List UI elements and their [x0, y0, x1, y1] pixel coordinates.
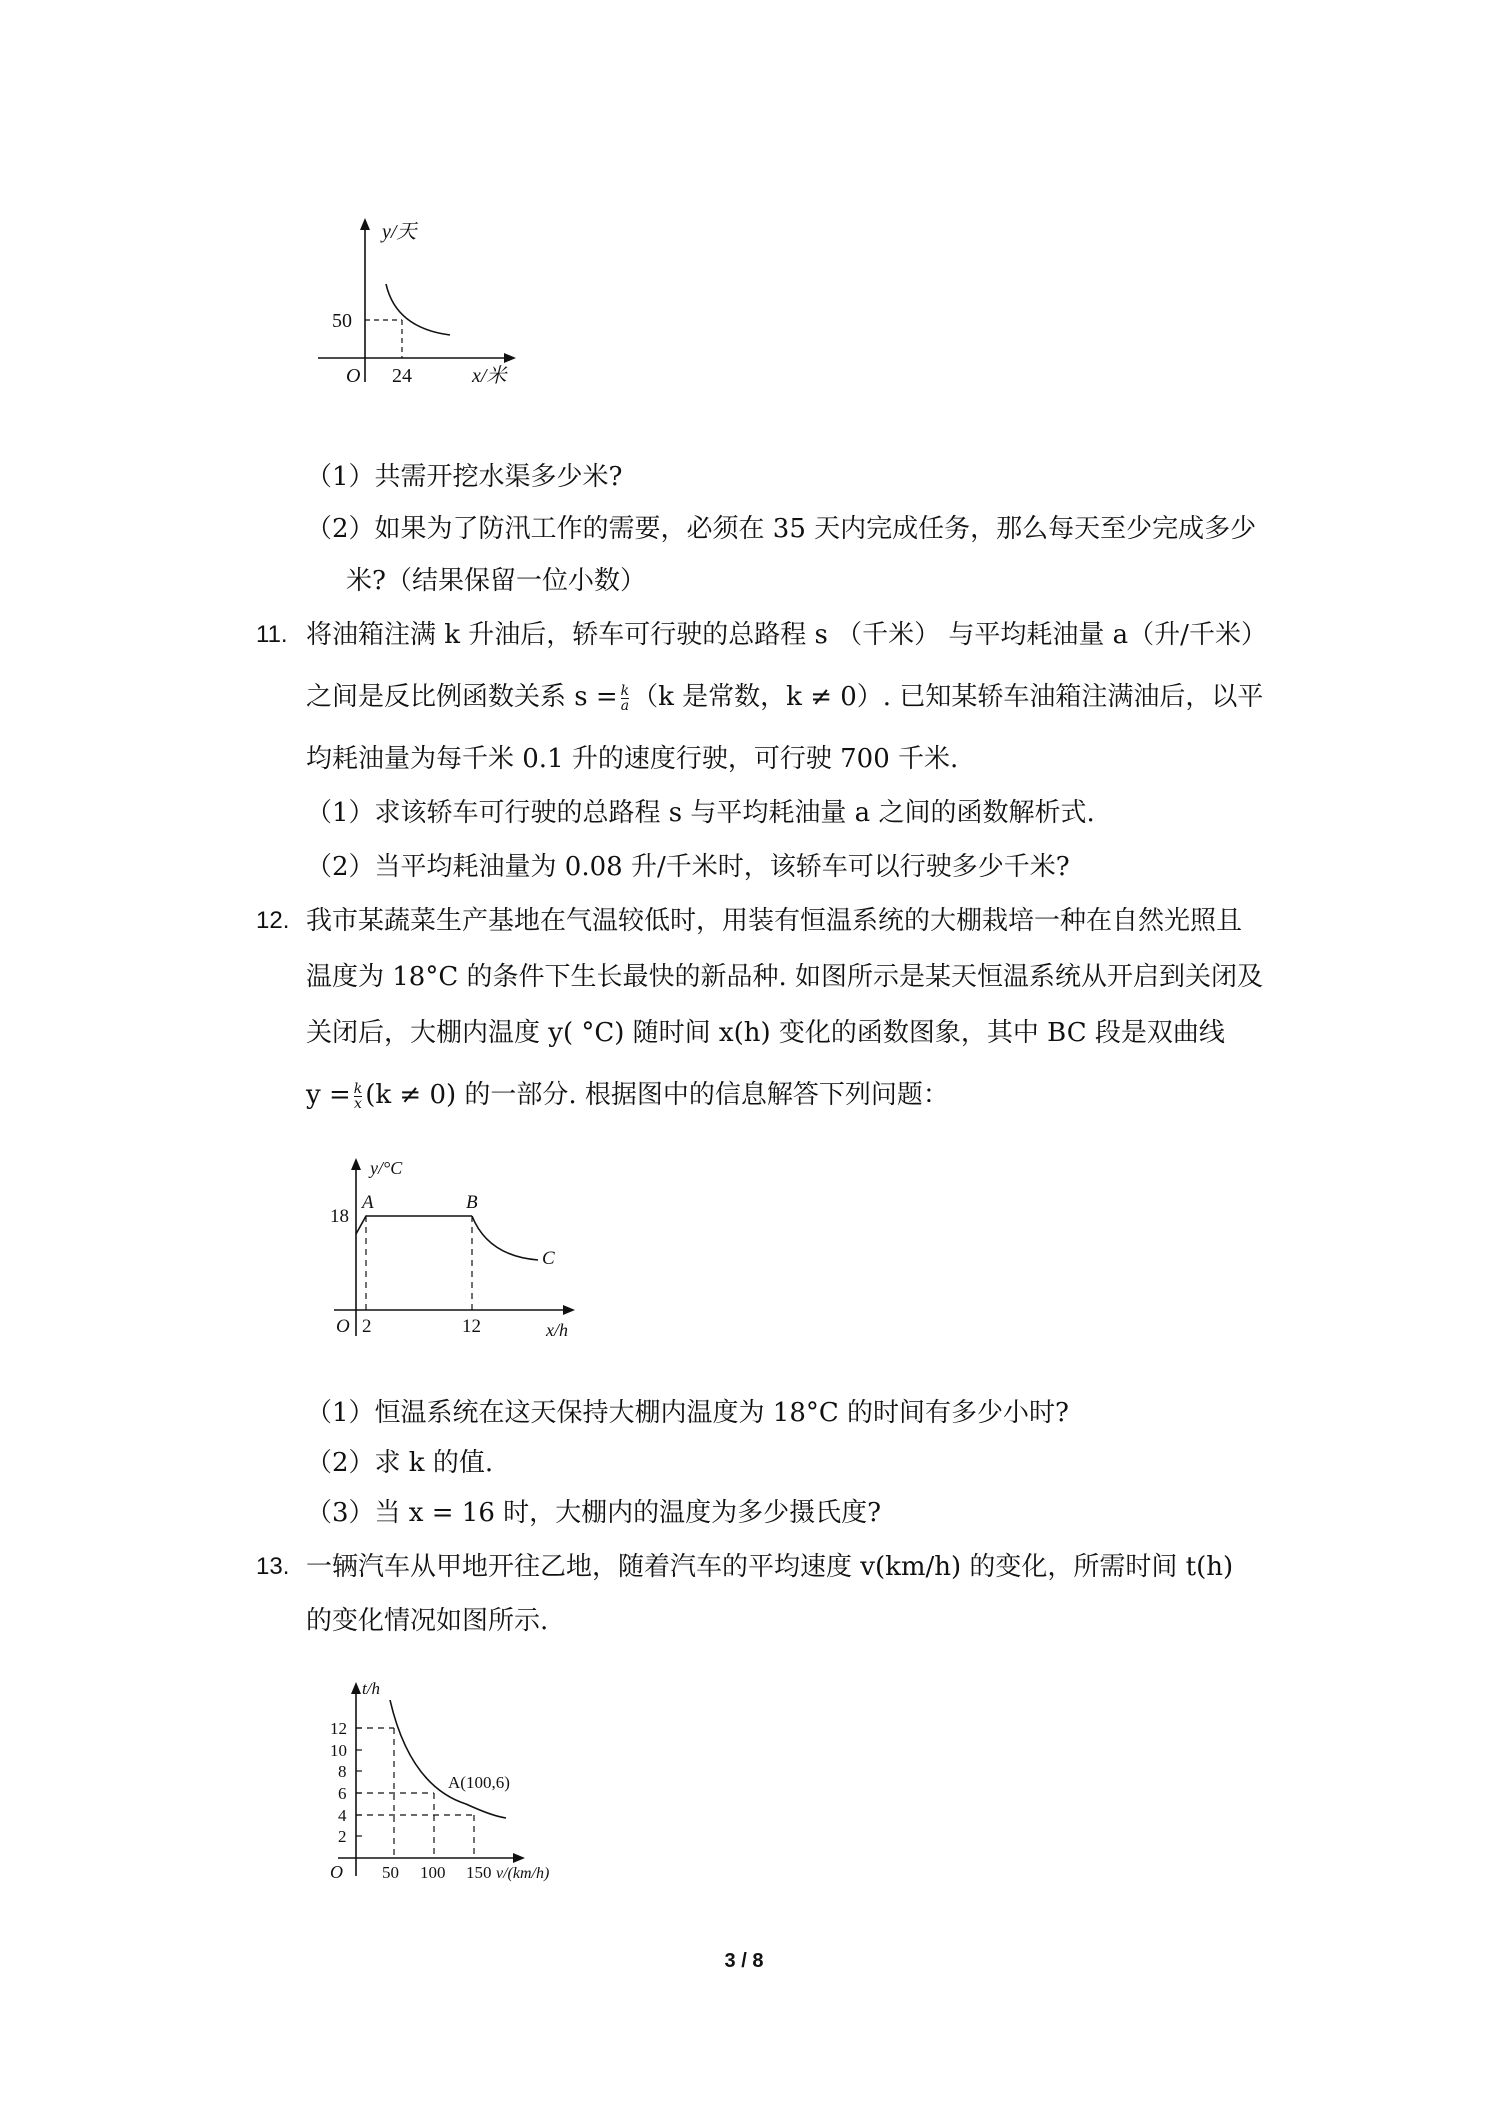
q12-line4-post: (k ≠ 0) 的一部分. 根据图中的信息解答下列问题：	[365, 1080, 949, 1110]
graph2-origin: O	[336, 1316, 350, 1337]
graph-canal-days	[310, 210, 530, 390]
graph3-tick-100: 100	[420, 1863, 446, 1882]
q10-part2-line2: 米?（结果保留一位小数）	[346, 566, 646, 596]
graph1-x-label: x/米	[472, 365, 507, 387]
q11-part2: （2）当平均耗油量为 0.08 升/千米时，该轿车可以行驶多少千米?	[306, 852, 1070, 882]
q11-line1: 将油箱注满 k 升油后，轿车可行驶的总路程 s （千米） 与平均耗油量 a（升/千米）	[306, 620, 1267, 650]
graph2-y-label: y/°C	[370, 1158, 403, 1178]
q11-line2-post: （k 是常数，k ≠ 0）. 已知某轿车油箱注满油后，以平	[632, 682, 1264, 712]
graph3-origin: O	[330, 1862, 343, 1882]
q11-number: 11.	[256, 621, 288, 648]
graph1-origin: O	[346, 365, 361, 387]
graph3-tick-50: 50	[382, 1863, 399, 1882]
graph2-tick-y: 18	[330, 1206, 349, 1227]
q11-line2	[306, 680, 1263, 714]
graph2-tick-x2: 12	[462, 1316, 481, 1337]
graph1-tick-y: 50	[332, 310, 352, 332]
q12-number: 12.	[256, 907, 290, 934]
graph3-tick-8: 8	[338, 1762, 347, 1781]
q12-line1: 我市某蔬菜生产基地在气温较低时，用装有恒温系统的大棚栽培一种在自然光照且	[306, 906, 1243, 936]
graph2-x-label: x/h	[546, 1320, 568, 1340]
graph3-x-label: v/(km/h)	[496, 1865, 550, 1882]
q11-fraction: $\frac{k}{a}$	[620, 682, 630, 714]
graph3-point-a: A(100,6)	[448, 1773, 510, 1792]
graph1-y-label: y/天	[382, 221, 417, 243]
q10-part2-line1: （2）如果为了防汛工作的需要，必须在 35 天内完成任务，那么每天至少完成多少	[306, 514, 1257, 544]
q12-part2: （2）求 k 的值.	[306, 1448, 494, 1478]
q12-line4-pre: y =	[306, 1080, 351, 1110]
q12-line2: 温度为 18°C 的条件下生长最快的新品种. 如图所示是某天恒温系统从开启到关闭及	[306, 962, 1264, 992]
q12-part1: （1）恒温系统在这天保持大棚内温度为 18°C 的时间有多少小时?	[306, 1398, 1069, 1428]
graph-greenhouse-temperature	[320, 1150, 590, 1350]
graph3-tick-2: 2	[338, 1827, 347, 1846]
q13-number: 13.	[256, 1553, 290, 1580]
q11-part1: （1）求该轿车可行驶的总路程 s 与平均耗油量 a 之间的函数解析式.	[306, 798, 1095, 828]
graph3-tick-4: 4	[338, 1806, 347, 1825]
graph3-tick-150: 150	[466, 1863, 492, 1882]
graph3-tick-10: 10	[330, 1741, 347, 1760]
q12-line4	[306, 1078, 949, 1112]
q13-line2: 的变化情况如图所示.	[306, 1606, 549, 1636]
graph2-label-b: B	[466, 1192, 478, 1213]
graph2-label-c: C	[542, 1248, 555, 1269]
graph2-label-a: A	[362, 1192, 374, 1213]
graph1-tick-x: 24	[392, 365, 412, 387]
q12-part3: （3）当 x = 16 时，大棚内的温度为多少摄氏度?	[306, 1498, 882, 1528]
q13-line1: 一辆汽车从甲地开往乙地，随着汽车的平均速度 v(km/h) 的变化，所需时间 t(h)	[306, 1552, 1234, 1582]
page-number: 3 / 8	[724, 1950, 764, 1972]
graph3-y-label: t/h	[362, 1679, 380, 1698]
q12-fraction: $\frac{k}{x}$	[353, 1080, 363, 1112]
graph3-tick-6: 6	[338, 1784, 347, 1803]
q11-line2-pre: 之间是反比例函数关系 s =	[306, 682, 618, 712]
q10-part1: （1）共需开挖水渠多少米?	[306, 462, 623, 492]
graph-speed-time	[320, 1676, 570, 1886]
graph2-tick-x1: 2	[362, 1316, 372, 1337]
q11-line3: 均耗油量为每千米 0.1 升的速度行驶，可行驶 700 千米.	[306, 744, 959, 774]
graph3-tick-12: 12	[330, 1719, 347, 1738]
q12-line3: 关闭后，大棚内温度 y( °C) 随时间 x(h) 变化的函数图象，其中 BC 段是双曲线	[306, 1018, 1225, 1048]
